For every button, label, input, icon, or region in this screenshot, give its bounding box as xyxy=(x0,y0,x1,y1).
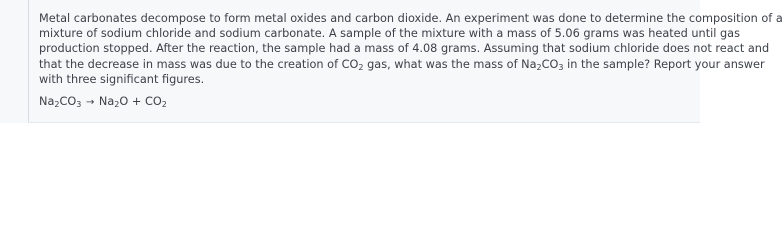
reaction-arrow: → xyxy=(85,97,95,108)
question-line-5: with three significant figures. xyxy=(39,72,205,86)
reactant-co: CO xyxy=(59,95,77,108)
reactant-na: Na xyxy=(39,95,55,108)
co3-subscript: 3 xyxy=(558,62,564,72)
question-line-4-part-b: gas, what was the mass of Na xyxy=(363,57,537,71)
panel-left-border xyxy=(28,0,29,123)
panel-bottom-border xyxy=(28,122,700,123)
question-text xyxy=(39,11,783,87)
question-line-3: production stopped. After the reaction, the sample had a mass of 4.08 grams. Assuming that sodium chloride does not react and xyxy=(39,42,770,56)
plus-sign: + xyxy=(131,95,142,108)
question-line-4-part-a: that the decrease in mass was due to the creation of CO xyxy=(39,57,359,71)
reactant-co-subscript: 3 xyxy=(76,100,82,109)
product-co: CO xyxy=(144,95,162,108)
question-line-4-part-d: in the sample? Report your answer xyxy=(563,57,765,71)
reactant-na-subscript: 2 xyxy=(54,100,60,109)
question-line-1: Metal carbonates decompose to form metal oxides and carbon dioxide. An experiment was done to determine the composition of a xyxy=(39,12,783,25)
na2-subscript: 2 xyxy=(536,62,542,72)
product-na-subscript: 2 xyxy=(114,100,120,109)
question-line-4 xyxy=(39,57,765,72)
chemical-equation xyxy=(39,94,167,110)
question-line-4-part-c: CO xyxy=(541,57,559,71)
product-co-subscript: 2 xyxy=(161,100,167,109)
co2-subscript: 2 xyxy=(358,62,364,72)
product-na: Na xyxy=(98,95,115,108)
product-o: O xyxy=(119,95,129,108)
question-line-2: mixture of sodium chloride and sodium carbonate. A sample of the mixture with a mass of 5.06 grams was heated until gas xyxy=(39,27,740,41)
